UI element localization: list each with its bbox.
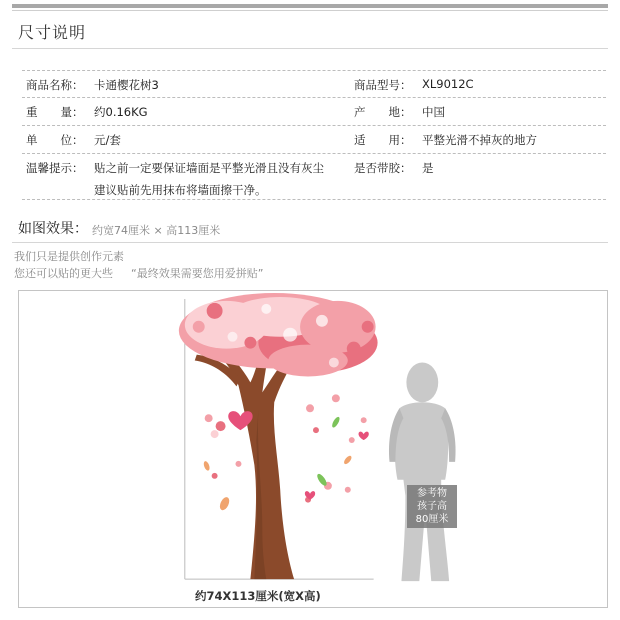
top-rule-thin	[12, 10, 608, 11]
tip-line-2: 建议贴前先用抹布将墙面擦干净。	[94, 183, 267, 197]
spec-value: 中国	[422, 105, 445, 119]
section-title: 尺寸说明	[18, 23, 87, 42]
spec-value: 元/套	[94, 133, 121, 147]
spec-label: 适 用：	[354, 133, 412, 147]
spec-row-name	[22, 70, 606, 98]
adhesive-value: 是	[422, 161, 434, 175]
falling-petals	[205, 394, 367, 502]
spec-value: 平整光滑不掉灰的地方	[422, 133, 537, 147]
tip-line-1: 贴之前一定要保证墙面是平整光滑且没有灰尘	[94, 161, 324, 175]
spec-value: 约0.16KG	[94, 105, 148, 119]
spec-row-unit	[22, 126, 606, 154]
note-line-2	[14, 265, 263, 281]
effect-heading: 如图效果：	[18, 221, 88, 237]
reference-label-line: 参考物	[417, 488, 447, 499]
spec-label: 商品名称：	[26, 78, 84, 92]
spec-row-weight	[22, 98, 606, 126]
reference-label-line: 80厘米	[415, 514, 449, 525]
spec-label: 重 量：	[26, 105, 84, 119]
illustration-frame	[18, 290, 608, 608]
reference-label-line: 孩子高	[417, 501, 447, 512]
spec-row-tip	[22, 154, 606, 200]
note-line-2-text: 您还可以贴的更大些	[14, 267, 113, 280]
child-silhouette	[389, 363, 456, 582]
effect-size-text: 约宽74厘米 × 高113厘米	[92, 224, 221, 237]
tip-label: 温馨提示：	[26, 161, 84, 175]
effect-divider	[12, 242, 608, 243]
spec-value: XL9012C	[422, 77, 474, 91]
spec-label: 产 地：	[354, 105, 412, 119]
spec-label: 商品型号：	[354, 78, 412, 92]
spec-value: 卡通樱花树3	[94, 78, 159, 92]
spec-table	[22, 70, 606, 200]
note-quote: “最终效果需要您用爱拼贴”	[131, 267, 264, 280]
illustration-svg	[19, 291, 607, 607]
spec-label: 单 位：	[26, 133, 84, 147]
adhesive-label: 是否带胶：	[354, 161, 412, 175]
top-rule	[12, 4, 608, 8]
title-divider	[12, 48, 608, 49]
dimension-caption: 约74X113厘米(宽X高)	[195, 589, 321, 603]
reference-label	[407, 485, 457, 528]
note-line-1: 我们只是提供创作元素	[14, 250, 124, 263]
tip-text	[94, 160, 324, 198]
